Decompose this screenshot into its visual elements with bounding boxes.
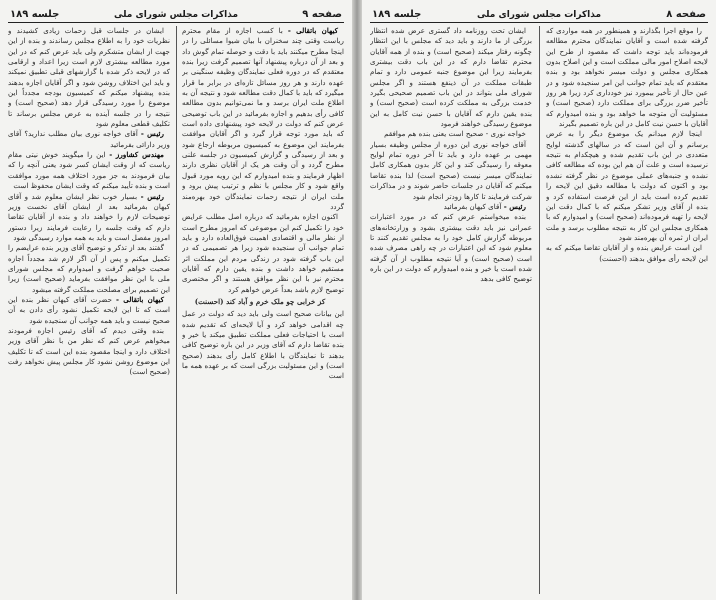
paragraph-text: خواجه نوری - صحیح است یعنی بنده هم موافقم bbox=[384, 129, 526, 139]
speaker-name: رئیس - bbox=[140, 129, 164, 139]
paragraph bbox=[370, 212, 532, 284]
paragraph bbox=[546, 243, 708, 264]
speaker-name: رئیس - bbox=[140, 191, 164, 201]
left-page-left-column bbox=[8, 26, 170, 594]
right-journal-title: مذاکرات مجلس شورای ملی bbox=[476, 10, 602, 20]
paragraph bbox=[182, 26, 344, 212]
paragraph-text: ایشان در جلسات قبل زحمات زیادی کشیدند و نظریات خود را به اطلاع مجلس رساندند و بنده از این جهت از ایشان متشکرم ولی باید عرض کنم که در این مورد مطالعه بیشتری لازم است زیرا اعداد و ارقامی که در لایحه ذکر شده با گزارشهای قبلی تطبیق نمیکند و باید این اختلاف روشن شود و اگر آقایان اجازه بدهند بنده پیشنهاد میکنم که کمیسیون بودجه مجدداً این موضوع را مورد رسیدگی قرار دهد (صحیح است) و نتیجه را در جلسه آینده به عرض مجلس برساند تا تکلیف قطعی معلوم شود bbox=[8, 26, 170, 129]
paragraph bbox=[546, 129, 708, 243]
paragraph-text: حضرت آقای کیهان نظر بنده این است که تا این لایحه تکمیل نشود رأی دادن به آن صحیح نیست و باید همه جوانب آن سنجیده شود bbox=[8, 294, 170, 325]
column-divider bbox=[539, 26, 540, 594]
right-page-right-column bbox=[546, 26, 708, 594]
column-divider bbox=[176, 26, 177, 594]
right-page-number: صفحه ۸ bbox=[666, 9, 706, 20]
speaker-name: مهندس کشاورز - bbox=[109, 150, 164, 160]
paragraph-text: ایشان تحت روزنامه داد گستری عرض شده انتظار بزرگی از ما دارند و باید دید که مجلس با این انتظار چگونه رفتار میکند (صحیح است) و بنده از همه آقایان محترم تقاضا دارم که در این باب دقت بیشتری بفرمایند زیرا این موضوع جنبه عمومی دارد و تمام طبقات مملکت در آن ذینفع هستند و اگر مجلس شورای ملی بتواند در این باب تصمیم صحیحی بگیرد خدمت بزرگی به مملکت کرده است (صحیح است) و بنده یقین دارم که آقایان با حسن نیت کامل به این موضوع رسیدگی خواهند فرمود bbox=[370, 26, 532, 129]
right-page-header bbox=[370, 8, 708, 23]
paragraph bbox=[8, 150, 170, 191]
paragraph bbox=[370, 202, 532, 212]
book-gutter bbox=[352, 0, 362, 600]
paragraph bbox=[370, 140, 532, 202]
paragraph-text: اکنون اجازه بفرمائید که درباره اصل مطلب عرایض خود را تکمیل کنم این موضوعی که امروز مطرح است از نظر مالی و اقتصادی اهمیت فوق‌العاده دارد و باید تمام جوانب آن سنجیده شود زیرا هر تصمیمی که در این باب گرفته شود در زندگی مردم این مملکت اثر مستقیم خواهد داشت و بنده یقین دارم که آقایان محترم نیز با این نظر موافق هستند و اگر مختصری توضیح لازم باشد بعداً عرض خواهم کرد bbox=[182, 212, 344, 294]
paragraph-text: این را میگویند خوش نیتی مقام ریاست که از وقت ایشان کسر شود یعنی آنچه را که بیان فرمودند به جز مورد اختلاف همه مورد موافقت است و بنده تأیید میکنم که وقت ایشان محفوظ است bbox=[8, 150, 170, 191]
left-page-header bbox=[8, 8, 344, 23]
left-page-right-column bbox=[182, 26, 344, 594]
paragraph-text: آقای خواجه نوری این دوره از مجلس وظیفه بسیار مهمی بر عهده دارد و باید تا آخر دوره تمام لوایح معوقه را رسیدگی کند و این کار بدون همکاری کامل نمایندگان میسر نیست (صحیح است) لذا بنده تقاضا میکنم که آقایان در جلسات حاضر شوند و در مذاکرات شرکت فرمایند تا کارها زودتر انجام شود bbox=[370, 139, 532, 201]
paragraph bbox=[370, 26, 532, 129]
paragraph-text: بسیار خوب نظر ایشان معلوم شد و آقای کیهان بفرمائید بعد از ایشان آقای نخست وزیر توضیحات لازم را خواهند داد و بنده از آقایان تقاضا دارم که وقت جلسه را رعایت فرمایند زیرا دستور امروز مفصل است و باید به همه موارد رسیدگی شود bbox=[8, 191, 170, 242]
right-page-columns bbox=[370, 26, 708, 594]
paragraph-text: این بیانات صحیح است ولی باید دید که دولت در عمل چه اقدامی خواهد کرد و آیا لایحه‌ای که تقدیم شده است با احتیاجات فعلی مملکت تطبیق میکند یا خیر و بنده تقاضا دارم که آقای وزیر در این باره توضیح کافی بدهند تا نمایندگان با اطلاع کامل رأی بدهند (صحیح است) و این مسئولیت بزرگی است که بر عهده همه ما است bbox=[182, 309, 344, 381]
paragraph-text: را موقع اجرا بگذارند و همینطور در همه مواردی که گرفته شده است و آقایان نمایندگان محترم مطالعه فرموده‌اند باید توجه داشت که مقصود از طرح این لایحه اصلاح امور مالی مملکت است و این اصلاح بدون همکاری مجلس و دولت میسر نخواهد بود و بنده معتقدم که باید تمام جوانب این امر سنجیده شود و در عین حال از تأخیر بیمورد نیز خودداری کرد زیرا هر روز تأخیر ضرر بزرگی برای مملکت دارد (صحیح است) و مسئولیت آن متوجه ما خواهد بود و بنده امیدوارم که آقایان با حسن نیت کامل در این باره تصمیم بگیرند bbox=[546, 26, 708, 129]
paragraph bbox=[182, 212, 344, 295]
paragraph-text: گفتند بعد از تذکر و توضیح آقای وزیر بنده عرایضم را تکمیل میکنم و پس از آن اگر لازم شد مجدداً اجازه صحبت خواهم گرفت و امیدوارم که مجلس شورای ملی با این نظر موافقت بفرماید (صحیح است) زیرا این تصمیم برای مصلحت مملکت گرفته میشود bbox=[8, 243, 170, 294]
paragraph bbox=[8, 243, 170, 295]
paragraph bbox=[8, 192, 170, 244]
speaker-name: کیهان باتقالی - bbox=[116, 294, 164, 304]
paragraph bbox=[370, 129, 532, 139]
paragraph bbox=[8, 129, 170, 150]
left-page bbox=[0, 0, 352, 600]
paragraph bbox=[8, 326, 170, 378]
paragraph-text: بنده میخواستم عرض کنم که در مورد اعتبارات عمرانی نیز باید دقت بیشتری بشود و وزارتخانه‌های مربوطه گزارش کامل خود را به مجلس تقدیم کنند تا معلوم شود که این اعتبارات در چه راهی مصرف شده است (صحیح است) و آیا نتیجه مطلوب از آن گرفته شده است یا خیر و بنده امیدوارم که دولت در این باره توضیح کافی بدهد bbox=[370, 212, 532, 284]
left-page-columns bbox=[8, 26, 344, 594]
right-page bbox=[362, 0, 716, 600]
paragraph-text: با کسب اجازه از مقام محترم ریاست وقتی چند سخنران با بیان شیوا مسائلی را در اینجا مطرح میکنند باید با دقت و حوصله تمام گوش داد و بعد از آن درباره پیشنهاد آنها تصمیم گرفت زیرا بنده معتقدم که در دوره فعلی نمایندگان وظیفه سنگینی بر عهده دارند و هر روز مسائل تازه‌ای در برابر ما قرار میگیرد که باید با کمال دقت مطالعه شود و نتیجه آن به اطلاع ملت ایران برسد و ما نمی‌توانیم بدون مطالعه کافی رأی بدهیم و اجازه بفرمائید در این باب توضیحی عرض کنم که دولت در لایحه خود پیشنهادی داده است که باید مورد توجه قرار گیرد و اگر آقایان موافقت بفرمایند این موضوع به کمیسیون مربوطه ارجاع شود و بعد از رسیدگی و گزارش کمیسیون در جلسه علنی مطرح گردد و آن وقت هر یک از آقایان نظری دارند اظهار فرمایند و بنده امیدوارم که این رویه مورد قبول واقع شود و کار مجلس با نظم و ترتیب پیش برود و ملت ایران از نتیجه زحمات نمایندگان خود بهره‌مند گردد bbox=[182, 26, 344, 211]
left-page-number: صفحه ۹ bbox=[302, 9, 342, 20]
paragraph bbox=[182, 297, 344, 382]
speaker-name: رئیس - bbox=[503, 201, 526, 211]
speaker-name: کیهان باتقالی - bbox=[287, 26, 338, 35]
paragraph bbox=[8, 295, 170, 326]
paragraph-text: آقای کیهان بفرمائید bbox=[443, 201, 502, 211]
paragraph-text: بنده وقتی دیدم که آقای رئیس اجازه فرمودند میخواهم عرض کنم که نظر من با نظر آقای وزیر اختلاف دارد و اینجا مقصود بنده این است که تا تکلیف این موضوع روشن نشود کار مجلس پیش نخواهد رفت (صحیح است) bbox=[8, 325, 170, 377]
paragraph bbox=[8, 26, 170, 129]
verse-line: کز خرابی چو ملک خرم و آباد کند (احسنت) bbox=[194, 296, 326, 306]
left-journal-title: مذاکرات مجلس شورای ملی bbox=[113, 10, 239, 20]
paragraph-text: این است عرایض بنده و از آقایان تقاضا میکنم که به این لایحه رأی موافق بدهند (احسنت) bbox=[546, 243, 708, 263]
paragraph-text: آقای خواجه نوری بیان مطلب ندارید؟ آقای وزیر دارائی بفرمائید bbox=[8, 129, 170, 149]
paragraph-text: اینجا لازم میدانم یک موضوع دیگر را به عرض برسانم و آن این است که در سالهای گذشته لوایح متعددی در این باب تقدیم شده و هیچکدام به نتیجه نرسیده است و علت آن هم این بوده که مطالعه کافی نشده و جنبه‌های عملی موضوع در نظر گرفته نشده بود و اکنون که دولت با مطالعه دقیق این لایحه را تقدیم کرده است باید از این فرصت استفاده کرد و بنده از آقای وزیر تشکر میکنم که با کمال دقت این لایحه را تهیه فرموده‌اند (صحیح است) و امیدوارم که با همکاری مجلس این کار به نتیجه مطلوب برسد و ملت ایران از ثمره آن بهره‌مند شود bbox=[546, 129, 708, 242]
paragraph bbox=[546, 26, 708, 129]
left-session-number: جلسه ۱۸۹ bbox=[10, 9, 60, 20]
right-page-left-column bbox=[370, 26, 532, 594]
right-session-number: جلسه ۱۸۹ bbox=[372, 9, 422, 20]
